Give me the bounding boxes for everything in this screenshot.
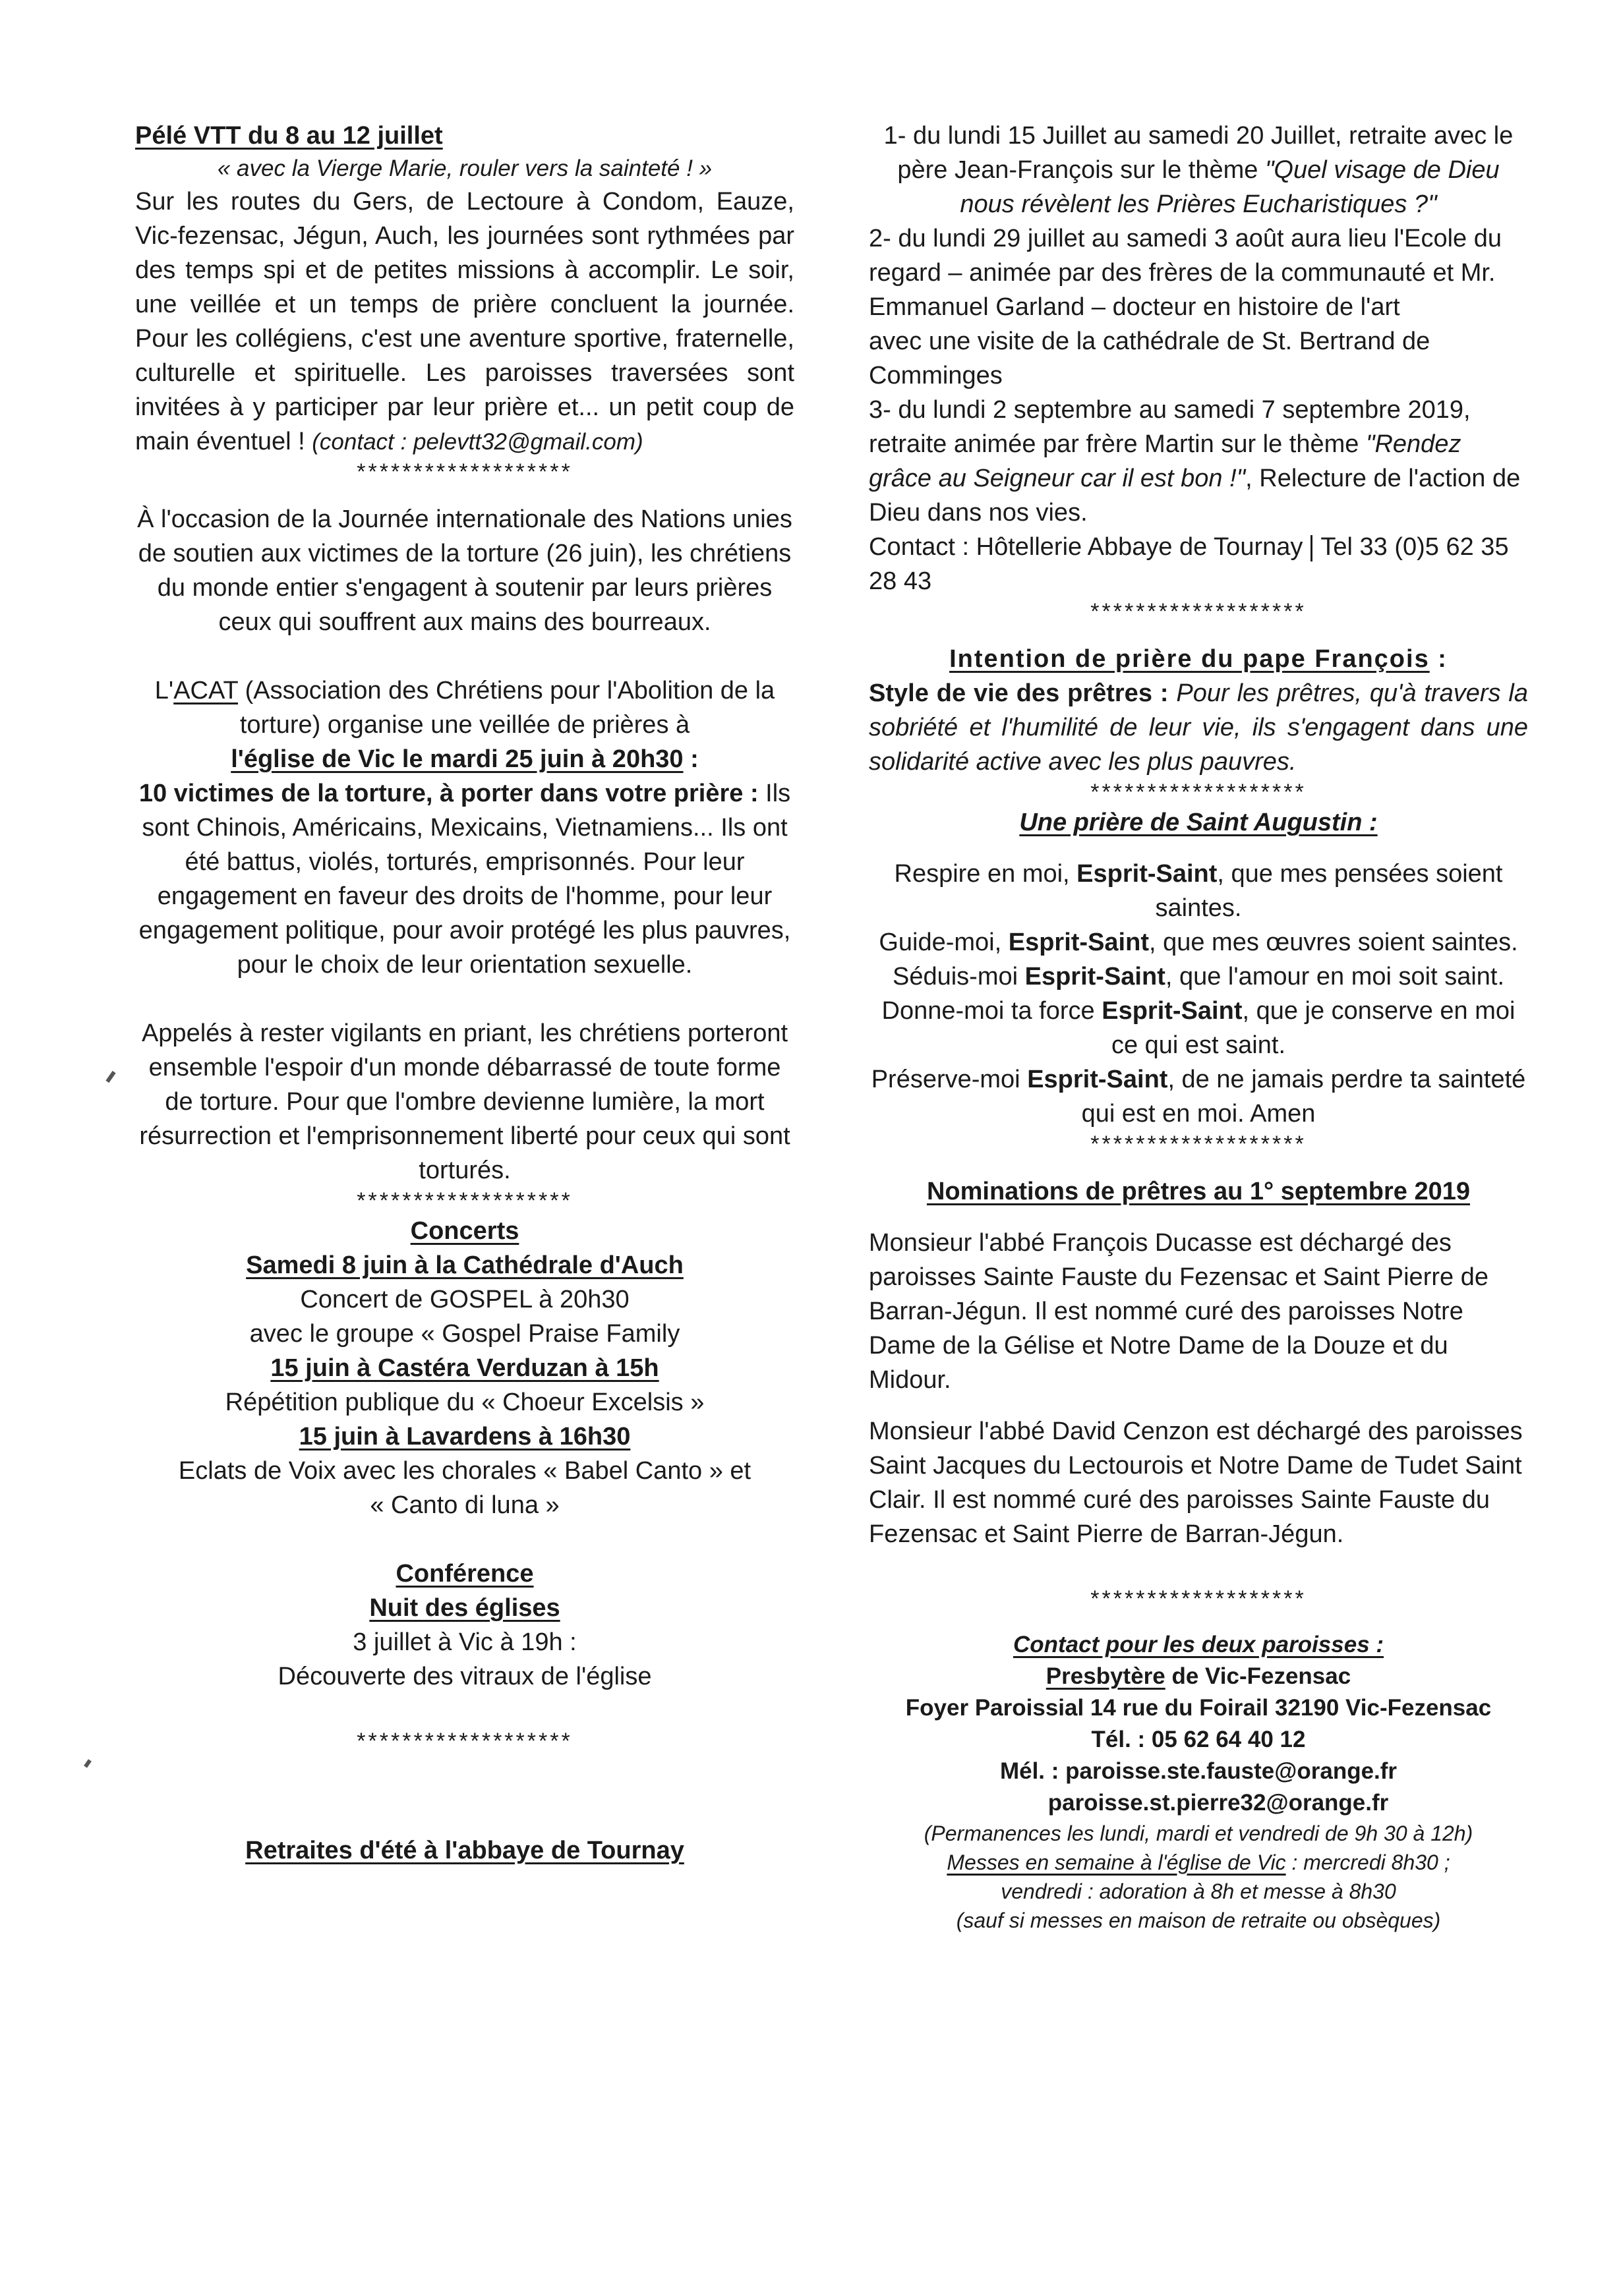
acat-paragraph — [135, 674, 794, 742]
spirit-word: Esprit-Saint — [1102, 997, 1243, 1025]
friday-masses: vendredi : adoration à 8h et messe à 8h30 — [1001, 1880, 1396, 1903]
retreat-2-visit: avec une visite de la cathédrale de St. Bertrand de Comminges — [869, 328, 1430, 389]
separator: ******************* — [357, 459, 573, 484]
scan-speck — [105, 1071, 115, 1083]
separator: ******************* — [1090, 1586, 1307, 1611]
retreat-3-end: , Relecture de l'action de Dieu dans nos vies. — [869, 465, 1521, 527]
acat-prefix: L' — [154, 677, 174, 704]
conference-title: Conférence — [396, 1560, 534, 1588]
retreat-3 — [869, 393, 1528, 530]
right-column — [869, 119, 1528, 1935]
abbey-contact-name: Contact : Hôtellerie Abbaye de Tournay — [869, 533, 1303, 561]
prayer-line-1 — [869, 857, 1528, 925]
intention-heading — [869, 642, 1528, 676]
prayer-line-4 — [869, 994, 1528, 1062]
presbytere-label: Presbytère — [1045, 1663, 1165, 1689]
nomination-1: Monsieur l'abbé François Ducasse est déchargé des paroisses Sainte Fauste du Fezensac et Saint Pierre de Barran-Jégun. Il est nommé curé des paroisses Notre Dame de la Gélise et Notre Dame de la Douze et du Midour. — [869, 1229, 1488, 1394]
masses-label: Messes en semaine à l'église de Vic — [947, 1851, 1286, 1874]
masses-exception: (sauf si messes en maison de retraite ou obsèques) — [956, 1909, 1441, 1932]
intention-text — [869, 676, 1528, 779]
prayer-text: Guide-moi, — [879, 929, 1009, 956]
scan-speck — [84, 1759, 92, 1767]
separator: ******************* — [357, 1188, 573, 1213]
weekday-masses — [869, 1848, 1528, 1877]
retreat-1 — [869, 119, 1528, 221]
intention-subtitle: Style de vie des prêtres : — [869, 679, 1169, 707]
abbey-contact — [869, 530, 1528, 598]
concert-2-title: 15 juin à Castéra Verduzan à 15h — [270, 1354, 659, 1382]
contact-phone: Tél. : 05 62 64 40 12 — [1091, 1727, 1306, 1752]
prayer-text: Séduis-moi — [892, 963, 1025, 990]
acat-text: (Association des Chrétiens pour l'Abolition de la torture) organise une veillée de prières à — [238, 677, 775, 739]
intention-body: Pour les prêtres, qu'à travers la sobriété et l'humilité de leur vie, ils s'engagent dans une solidarité active avec les plus pauvres. — [869, 679, 1528, 776]
email-label: Mél. : — [999, 1758, 1066, 1784]
prayer-line-5 — [869, 1062, 1528, 1131]
retreat-1-theme: "Quel visage de Dieu nous révèlent les Prières Eucharistiques ?" — [960, 156, 1500, 218]
concert-3-line2: « Canto di luna » — [370, 1491, 560, 1519]
intention-title-suffix: : — [1429, 645, 1448, 673]
prayer-text: , que mes pensées soient saintes. — [1155, 860, 1503, 922]
email-link-2[interactable]: paroisse.st.pierre32@orange.fr — [1047, 1790, 1389, 1816]
prayer-text: , que mes œuvres soient saintes. — [1148, 929, 1518, 956]
pele-body-text: Sur les routes du Gers, de Lectoure à Condom, Eauze, Vic-fezensac, Jégun, Auch, les journées sont rythmées par des temps spi et de petites missions à accomplir. Le soir, une veillée et un temps de prière concluent la journée. Pour les collégiens, c'est une aventure sportive, fraternelle, culturelle et spirituelle. Les paroisses traversées sont invitées à y participer par leur prière et... un petit coup de main éventuel ! — [135, 188, 794, 455]
separator: ******************* — [1090, 599, 1307, 624]
retreats-title: Retraites d'été à l'abbaye de Tournay — [245, 1837, 684, 1864]
abbey-contact-phone: Tel 33 (0)5 62 35 28 43 — [869, 533, 1509, 595]
presbytere — [869, 1661, 1528, 1692]
pele-body — [135, 185, 794, 459]
presbytere-town: de Vic-Fezensac — [1165, 1663, 1351, 1689]
vigil-date-suffix: : — [683, 745, 699, 773]
contact-email-2 — [869, 1787, 1528, 1819]
separator: ******************* — [357, 1729, 573, 1754]
email-link-1[interactable]: paroisse.ste.fauste@orange.fr — [1065, 1758, 1398, 1784]
spirit-word: Esprit-Saint — [1008, 929, 1149, 956]
spirit-word: Esprit-Saint — [1027, 1066, 1168, 1093]
foyer-address: Foyer Paroissial 14 rue du Foirail 32190 Vic-Fezensac — [905, 1695, 1492, 1721]
contact-email-1 — [869, 1756, 1528, 1787]
contact-title: Contact pour les deux paroisses : — [1013, 1632, 1384, 1657]
victims-heading: 10 victimes de la torture, à porter dans votre prière : — [138, 780, 759, 807]
separator: ******************* — [1090, 1132, 1307, 1157]
prayer-text: Préserve-moi — [871, 1066, 1028, 1093]
spirit-word: Esprit-Saint — [1076, 860, 1218, 888]
victims-text: Ils sont Chinois, Américains, Mexicains, Vietnamiens... Ils ont été battus, violés, torturés, emprisonnés. Pour leur engagement en faveur des droits de l'homme, pour leur engagement politique, pour avoir protégé les plus pauvres, pour le choix de leur orientation sexuelle. — [138, 780, 791, 979]
office-hours: (Permanences les lundi, mardi et vendredi de 9h 30 à 12h) — [924, 1822, 1473, 1845]
augustin-title: Une prière de Saint Augustin : — [1019, 809, 1378, 836]
torture-intro: À l'occasion de la Journée internationale des Nations unies de soutien aux victimes de la torture (26 juin), les chrétiens du monde entier s'engagent à soutenir par leurs prières ceux qui souffrent aux mains des bourreaux. — [137, 505, 792, 636]
retreat-3-text: 3- du lundi 2 septembre au samedi 7 septembre 2019, retraite animée par frère Martin sur le thème — [869, 396, 1471, 458]
nomination-2: Monsieur l'abbé David Cenzon est déchargé des paroisses Saint Jacques du Lectourois et Notre Dame de Tudet Saint Clair. Il est nommé curé des paroisses Sainte Fauste du Fezensac et Saint Pierre de Barran-Jégun. — [869, 1418, 1523, 1548]
pele-contact: (contact : pelevtt32@gmail.com) — [312, 429, 643, 455]
masses-wednesday: : mercredi 8h30 ; — [1285, 1851, 1450, 1874]
prayer-text: , que je conserve en moi ce qui est saint. — [1111, 997, 1516, 1059]
concert-3-line1: Eclats de Voix avec les chorales « Babel Canto » et — [178, 1457, 751, 1485]
prayer-text: Donne-moi ta force — [881, 997, 1102, 1025]
spirit-word: Esprit-Saint — [1024, 963, 1165, 990]
retreat-2: 2- du lundi 29 juillet au samedi 3 août aura lieu l'Ecole du regard – animée par des frères de la communauté et Mr. Emmanuel Garland – docteur en histoire de l'art — [869, 225, 1502, 321]
concert-1-line2: avec le groupe « Gospel Praise Family — [249, 1320, 680, 1348]
separator: ******************* — [1090, 780, 1307, 805]
prayer-line-3 — [869, 960, 1528, 994]
conference-line1: 3 juillet à Vic à 19h : — [353, 1628, 577, 1656]
prayer-text: Respire en moi, — [894, 860, 1077, 888]
concert-1-line1: Concert de GOSPEL à 20h30 — [300, 1286, 630, 1313]
intention-title: Intention de prière du pape François — [949, 645, 1430, 673]
vigil-date-text: l'église de Vic le mardi 25 juin à 20h30 — [231, 745, 684, 773]
prayer-line-2 — [869, 925, 1528, 960]
retreat-1-text: 1- du lundi 15 Juillet au samedi 20 Juillet, retraite avec le père Jean-François sur le thème — [883, 122, 1514, 184]
divider-bar — [1310, 535, 1312, 561]
vigil-paragraph: Appelés à rester vigilants en priant, les chrétiens porteront ensemble l'espoir d'un monde débarrassé de toute forme de torture. Pour que l'ombre devienne lumière, la mort résurrection et l'emprisonnement liberté pour ceux qui sont torturés. — [139, 1019, 790, 1184]
left-column — [135, 119, 794, 1868]
concert-1-title: Samedi 8 juin à la Cathédrale d'Auch — [246, 1251, 684, 1279]
prayer-text: , de ne jamais perdre ta sainteté qui est en moi. Amen — [1081, 1066, 1526, 1128]
pele-title: Pélé VTT du 8 au 12 juillet — [135, 122, 443, 150]
nominations-title: Nominations de prêtres au 1° septembre 2019 — [926, 1178, 1471, 1205]
pele-subtitle: « avec la Vierge Marie, rouler vers la sainteté ! » — [217, 156, 713, 181]
vigil-date — [135, 742, 794, 776]
conference-subtitle: Nuit des églises — [369, 1594, 560, 1622]
prayer-text: , que l'amour en moi soit saint. — [1165, 963, 1505, 990]
victims-paragraph — [135, 776, 794, 982]
conference-line2: Découverte des vitraux de l'église — [278, 1663, 652, 1690]
concerts-title: Concerts — [410, 1217, 519, 1245]
concert-2-line1: Répétition publique du « Choeur Excelsis » — [225, 1389, 705, 1416]
retreat-3-theme: "Rendez grâce au Seigneur car il est bon !" — [869, 430, 1461, 492]
concert-3-title: 15 juin à Lavardens à 16h30 — [299, 1423, 631, 1450]
acat-abbr: ACAT — [173, 677, 239, 704]
